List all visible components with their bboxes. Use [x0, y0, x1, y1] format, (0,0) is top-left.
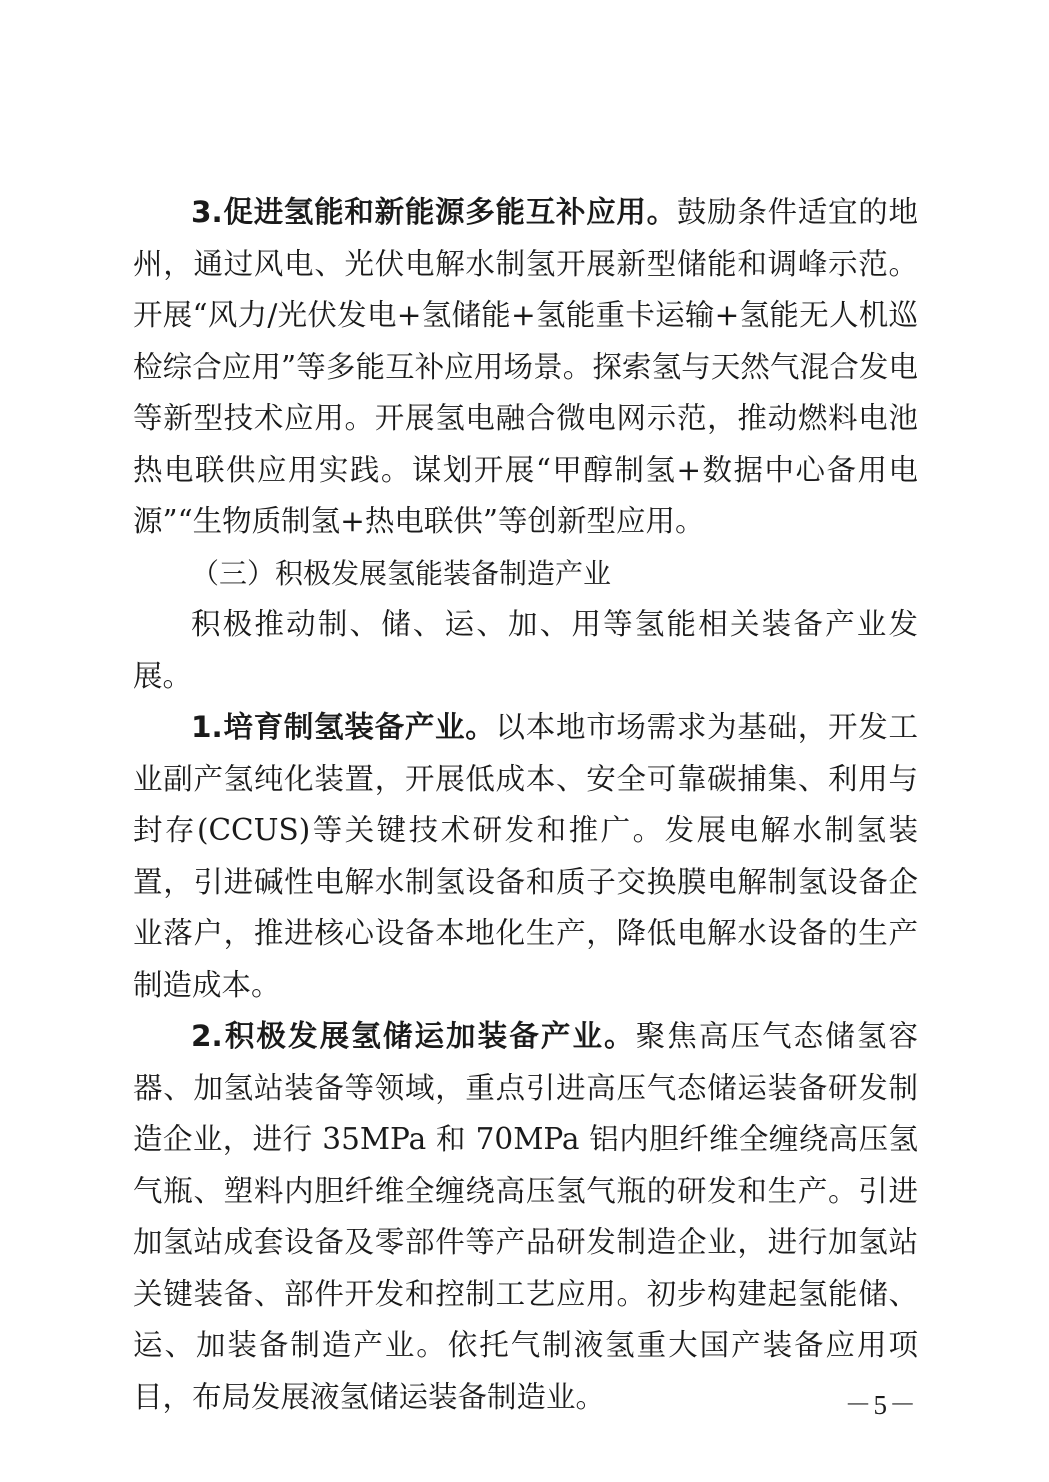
paragraph-intro: 积极推动制、储、运、加、用等氢能相关装备产业发展。	[133, 607, 918, 693]
paragraph-heading: 1.培育制氢装备产业。	[191, 710, 496, 744]
section-title: （三）积极发展氢能装备制造产业	[191, 556, 612, 590]
paragraph-storage-transport	[133, 1011, 918, 1423]
paragraph-heading: 3.促进氢能和新能源多能互补应用。	[191, 195, 677, 229]
page-number: －5－	[844, 1390, 918, 1420]
paragraph-body: 以本地市场需求为基础，开发工业副产氢纯化装置，开展低成本、安全可靠碳捕集、利用与封存(CCUS)等关键技术研发和推广。发展电解水制氢装置，引进碱性电解水制氢设备和质子交换膜电解制氢设备企业落户，推进核心设备本地化生产，降低电解水设备的生产制造成本。	[133, 710, 918, 1002]
paragraph-body: 聚焦高压气态储氢容器、加氢站装备等领域，重点引进高压气态储运装备研发制造企业，进行 35MPa 和 70MPa 铝内胆纤维全缠绕高压氢气瓶、塑料内胆纤维全缠绕高压氢气瓶的研发和生产。引进加氢站成套设备及零部件等产品研发制造企业，进行加氢站关键装备、部件开发和控制工艺应用。初步构建起氢能储、运、加装备制造产业。依托气制液氢重大国产装备应用项目，布局发展液氢储运装备制造业。	[133, 1019, 918, 1414]
paragraph-body: 鼓励条件适宜的地州，通过风电、光伏电解水制氢开展新型储能和调峰示范。开展“风力/光伏发电+氢储能+氢能重卡运输+氢能无人机巡检综合应用”等多能互补应用场景。探索氢与天然气混合发电等新型技术应用。开展氢电融合微电网示范，推动燃料电池热电联供应用实践。谋划开展“甲醇制氢+数据中心备用电源”“生物质制氢+热电联供”等创新型应用。	[133, 195, 918, 538]
document-page	[133, 187, 918, 1423]
paragraph-hydrogen-production	[133, 702, 918, 1011]
paragraph-heading: 2.积极发展氢储运加装备产业。	[191, 1019, 636, 1053]
paragraph-hydrogen-new-energy	[133, 187, 918, 548]
